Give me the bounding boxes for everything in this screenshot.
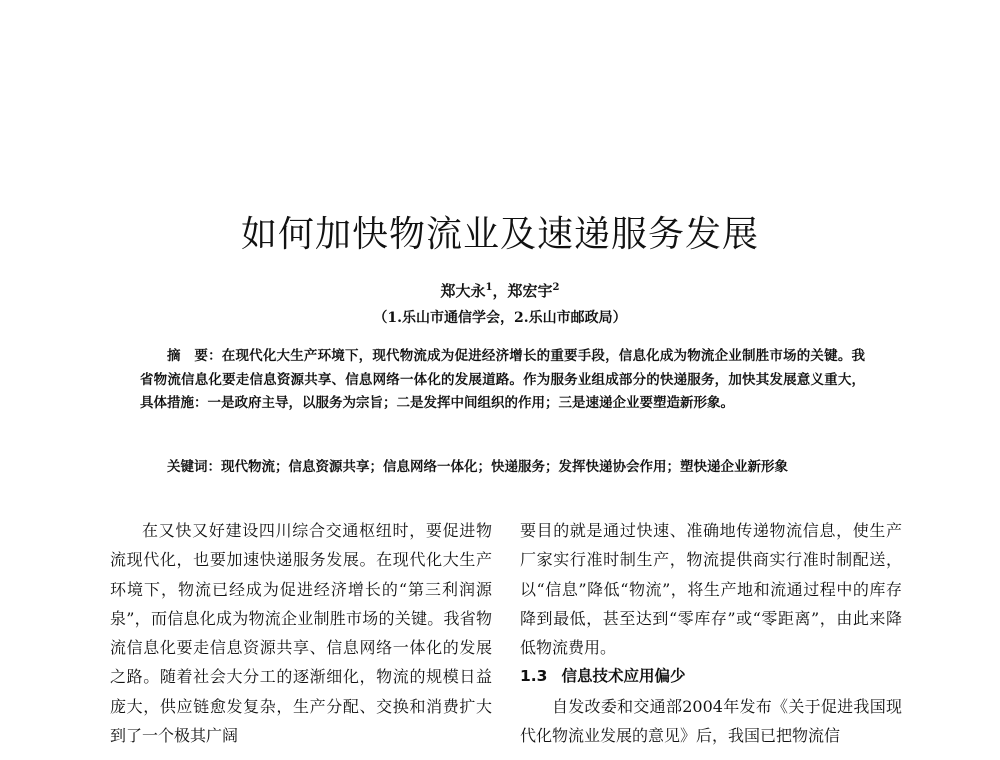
section-heading — [520, 662, 902, 691]
body-paragraph: 自发改委和交通部2004年发布《关于促进我国现代化物流业发展的意见》后，我国已把物流信 — [520, 696, 902, 746]
keywords-text: 现代物流；信息资源共享；信息网络一体化；快递服务；发挥快递协会作用；塑快递企业新形象 — [221, 459, 788, 475]
author-name: 郑宏宇 — [507, 282, 553, 300]
author-separator: ， — [492, 282, 508, 300]
section-number: 1.3 — [520, 667, 548, 686]
author-line — [0, 280, 1000, 301]
abstract-text: 在现代化大生产环境下，现代物流成为促进经济增长的重要手段，信息化成为物流企业制胜市场的关键。我省物流信息化要走信息资源共享、信息网络一体化的发展道路。作为服务业组成部分的快递服务，加快其发展意义重大，具体措施：一是政府主导，以服务为宗旨；二是发挥中间组织的作用；三是速递企业要塑造新形象。 — [140, 348, 866, 411]
affiliation-mark: 1 — [485, 282, 493, 293]
body-paragraph: 在又快又好建设四川综合交通枢纽时，要促进物流现代化，也要加速快递服务发展。在现代化大生产环境下，物流已经成为促进经济增长的“第三利润源泉”，而信息化成为物流企业制胜市场的关键。我省物流信息化要走信息资源共享、信息网络一体化的发展之路。随着社会大分工的逐渐细化，物流的规模日益庞大，供应链愈发复杂，生产分配、交换和消费扩大到了一个极其广阔 — [110, 521, 492, 746]
body-paragraph: 要目的就是通过快速、准确地传递物流信息，使生产厂家实行准时制生产，物流提供商实行准时制配送，以“信息”降低“物流”，将生产地和流通过程中的库存降到最低，甚至达到“零库存”或“零距离”，由此来降低物流费用。 — [520, 521, 902, 658]
body-column-right — [520, 516, 902, 750]
paper-title: 如何加快物流业及速递服务发展 — [240, 214, 759, 255]
abstract — [140, 345, 865, 416]
author-name: 郑大永 — [440, 282, 486, 300]
keywords-label: 关键词： — [167, 459, 221, 475]
affiliation-mark: 2 — [552, 282, 560, 293]
abstract-label: 摘 要： — [167, 348, 222, 364]
affiliation-line: （1.乐山市通信学会，2.乐山市邮政局） — [373, 310, 627, 326]
section-title: 信息技术应用偏少 — [561, 667, 686, 686]
body-column-left — [110, 516, 492, 750]
keywords — [140, 455, 865, 475]
